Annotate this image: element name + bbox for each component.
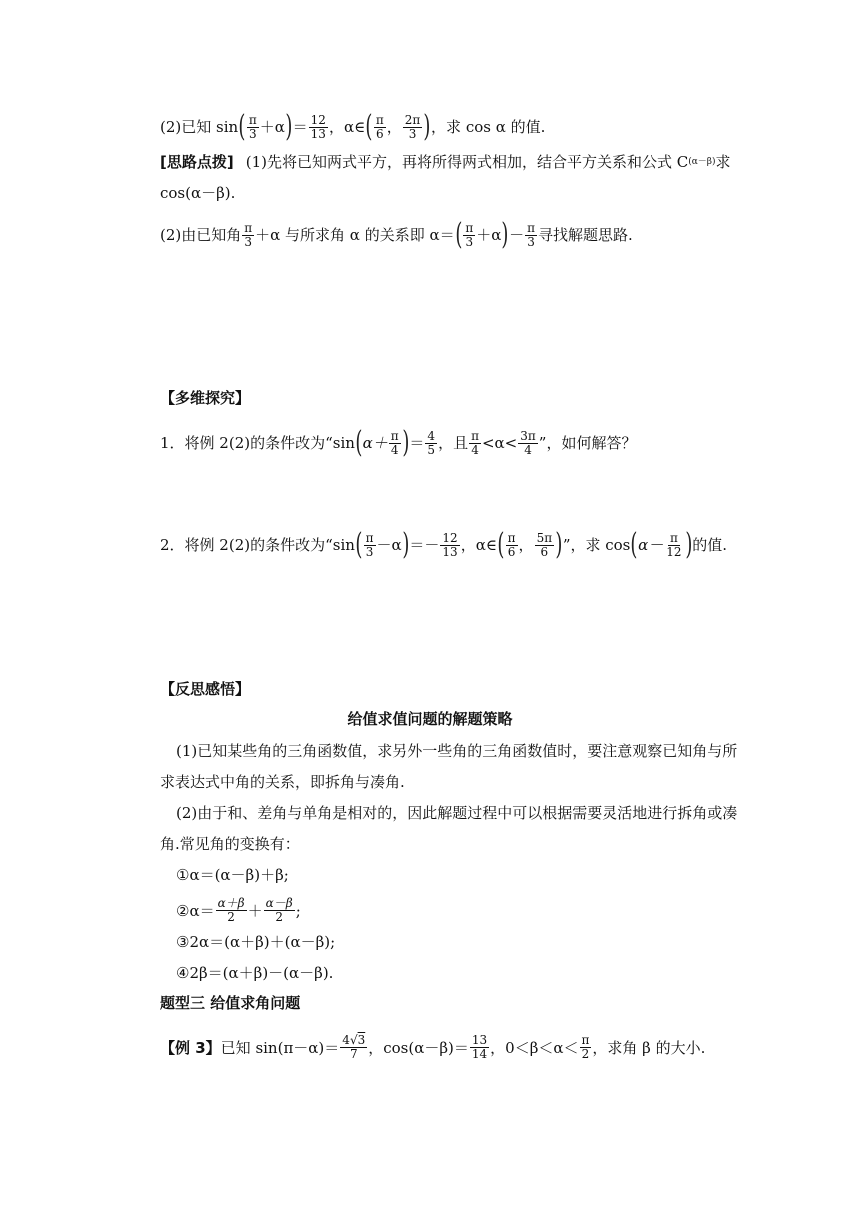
fraction: $\frac{3\pi}{4}$ xyxy=(520,428,536,457)
fraction: $\frac{4√3}{7}$ xyxy=(342,1033,366,1061)
text: ，求角 β 的大小. xyxy=(592,1038,706,1057)
reflect-p1-line2: 求表达式中角的关系，即拆角与凑角. xyxy=(160,773,405,791)
reflect-heading: 给值求值问题的解题策略 xyxy=(347,710,513,728)
text: α＋ xyxy=(362,434,388,452)
fraction: $\frac{\pi}{6}$ xyxy=(375,112,384,141)
left-paren: ( xyxy=(355,527,363,562)
right-paren: ) xyxy=(501,217,509,252)
transform-item-3: ③2α＝(α＋β)＋(α－β); xyxy=(176,933,336,951)
text: ＝ xyxy=(292,118,308,136)
text: (2)由已知角 xyxy=(160,226,242,244)
text: ， xyxy=(386,118,402,136)
fraction: $\frac{\alpha-\beta}{2}$ xyxy=(265,896,293,924)
text: 的值. xyxy=(692,536,728,554)
text: ②α＝ xyxy=(176,901,215,920)
text: －α xyxy=(376,536,402,554)
explore-title: 【多维探究】 xyxy=(160,389,251,407)
text: 求 xyxy=(715,153,731,171)
reflect-p1-line1: (1)已知某些角的三角函数值，求另外一些角的三角函数值时，要注意观察已知角与所 xyxy=(176,742,738,760)
fraction: $\frac{12}{13}$ xyxy=(310,112,326,141)
left-paren: ( xyxy=(630,527,638,562)
subscript: (α－β) xyxy=(688,157,716,167)
reflect-p2-line1: (2)由于和、差角与单角是相对的，因此解题过程中可以根据需要灵活地进行拆角或凑 xyxy=(176,804,738,822)
text: ”，求 cos xyxy=(562,536,631,554)
fraction: $\frac{5\pi}{6}$ xyxy=(536,530,553,559)
text: － xyxy=(509,226,525,244)
left-paren: ( xyxy=(365,109,373,144)
fraction: $\frac{12}{13}$ xyxy=(442,530,458,559)
text: ＋ xyxy=(247,901,263,920)
text: 2．将例 2(2)的条件改为“sin xyxy=(160,536,355,554)
text: (2)已知 sin xyxy=(160,118,239,136)
transform-item-1: ①α＝(α－β)＋β; xyxy=(176,866,289,884)
fraction: $\frac{\pi}{4}$ xyxy=(390,428,399,457)
text: (1)先将已知两式平方，再将所得两式相加，结合平方关系和公式 C xyxy=(245,153,689,171)
text: ，且 xyxy=(438,434,469,452)
text: ”，如何解答？ xyxy=(538,434,637,452)
text: cos(α－β). xyxy=(160,184,236,202)
right-paren: ) xyxy=(555,527,563,562)
left-paren: ( xyxy=(355,425,363,460)
reflect-p2-line2: 角.常见角的变换有： xyxy=(160,835,300,853)
text: ＋α xyxy=(259,118,285,136)
explore-question-2 xyxy=(160,527,728,562)
text: 已知 sin(π－α)＝ xyxy=(220,1038,340,1057)
text: ; xyxy=(295,901,301,920)
example3-line xyxy=(160,1034,705,1061)
transform-item-2 xyxy=(176,897,301,924)
text: α－ xyxy=(638,536,664,554)
fraction: $\frac{\pi}{4}$ xyxy=(471,428,479,457)
text: 1．将例 2(2)的条件改为“sin xyxy=(160,434,355,452)
fraction: $\frac{\pi}{3}$ xyxy=(465,220,474,249)
right-paren: ) xyxy=(423,109,431,144)
text: ＋α 与所求角 α 的关系即 α＝ xyxy=(255,226,455,244)
text: ，α∈ xyxy=(328,118,366,136)
transform-item-4: ④2β＝(α＋β)－(α－β). xyxy=(176,964,334,982)
left-paren: ( xyxy=(454,217,462,252)
fraction: $\frac{\pi}{6}$ xyxy=(507,530,516,559)
text: ，α∈ xyxy=(460,536,497,554)
text: ，0＜β＜α＜ xyxy=(490,1038,579,1057)
right-paren: ) xyxy=(402,527,410,562)
left-paren: ( xyxy=(497,527,505,562)
left-paren: ( xyxy=(238,109,246,144)
fraction: $\frac{\pi}{3}$ xyxy=(244,220,253,249)
hint-label: [思路点拨] xyxy=(160,153,234,171)
fraction: $\frac{\pi}{12}$ xyxy=(666,530,682,559)
example3-label: 【例 3】 xyxy=(160,1038,221,1057)
fraction: $\frac{\pi}{3}$ xyxy=(248,112,257,141)
right-paren: ) xyxy=(285,109,293,144)
fraction: $\frac{\alpha+\beta}{2}$ xyxy=(217,896,245,924)
type3-title: 题型三 给值求角问题 xyxy=(160,994,301,1012)
text: <α< xyxy=(481,434,518,452)
fraction: $\frac{\pi}{2}$ xyxy=(581,1033,590,1061)
hint-line-2 xyxy=(160,183,235,203)
text: 寻找解题思路. xyxy=(537,226,633,244)
text: ＝ xyxy=(409,434,425,452)
fraction: $\frac{\pi}{3}$ xyxy=(527,220,535,249)
right-paren: ) xyxy=(684,527,692,562)
fraction: $\frac{13}{14}$ xyxy=(471,1033,488,1061)
fraction: $\frac{\pi}{3}$ xyxy=(365,530,374,559)
hint-line-1 xyxy=(160,152,731,172)
explore-question-1 xyxy=(160,425,637,460)
text: ，求 cos α 的值. xyxy=(431,118,546,136)
text: ＝－ xyxy=(409,536,440,554)
example2-part2-line xyxy=(160,109,546,144)
text: ， xyxy=(518,536,534,554)
reflect-title: 【反思感悟】 xyxy=(160,680,251,698)
text: ，cos(α－β)＝ xyxy=(368,1038,469,1057)
fraction: $\frac{4}{5}$ xyxy=(427,428,436,457)
fraction: $\frac{2\pi}{3}$ xyxy=(404,112,421,141)
hint-line-3 xyxy=(160,217,633,252)
right-paren: ) xyxy=(402,425,410,460)
text: ＋α xyxy=(476,226,502,244)
